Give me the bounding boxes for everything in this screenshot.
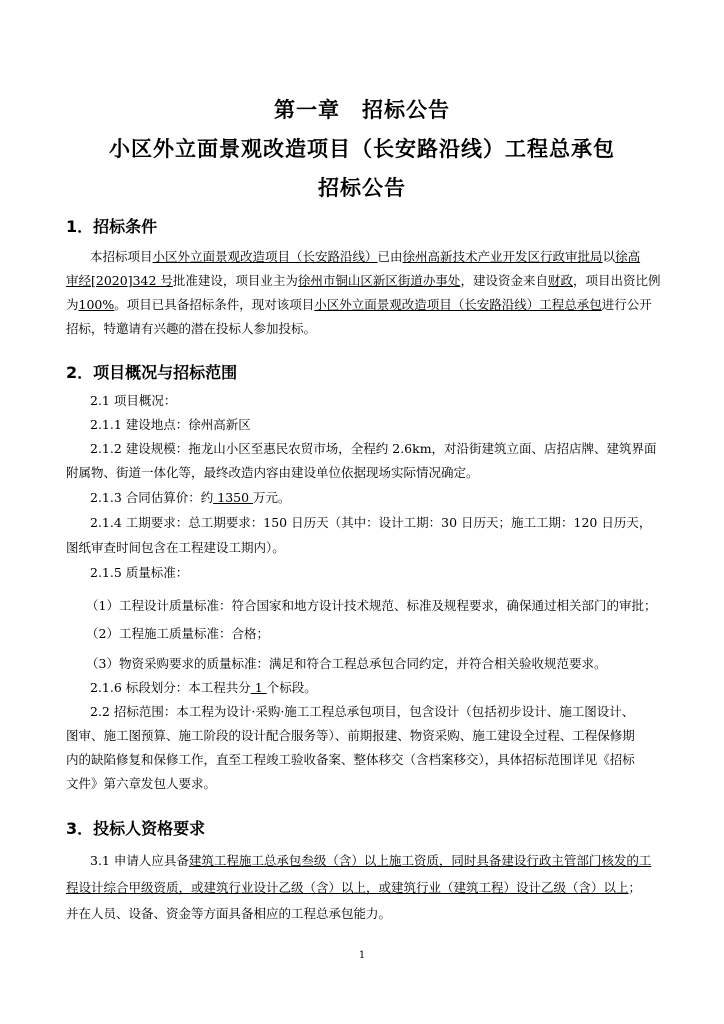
- text: ，项目出资比例: [572, 273, 661, 288]
- quality-item-1: （1）工程设计质量标准：符合国家和地方设计技术规范、标准及规程要求，确保通过相关部门的审批；: [86, 598, 657, 613]
- contract-estimate: 1350: [213, 490, 254, 505]
- paragraph-3-1-line-2: [66, 880, 662, 896]
- section-count: 1: [250, 680, 267, 695]
- section-2-heading: 2．项目概况与招标范围: [66, 363, 238, 382]
- paragraph-2-1-3: [90, 490, 662, 506]
- paragraph-2-1-1: 2.1.1 建设地点：徐州高新区: [90, 417, 251, 432]
- tender-project-name: 小区外立面景观改造项目（长安路沿线）工程总承包: [314, 297, 602, 312]
- section-3-heading: 3．投标人资格要求: [66, 819, 206, 838]
- text: 万元。: [253, 490, 291, 505]
- notice-title: 招标公告: [318, 176, 406, 200]
- paragraph-2-1-5: 2.1.5 质量标准：: [90, 565, 189, 580]
- paragraph-3-1-line-1: [90, 853, 662, 869]
- approval-number-end: 审经[2020]342 号: [66, 273, 173, 288]
- paragraph-2-2-line-3: 内的缺陷修复和保修工作，直至工程竣工验收备案、整体移交（含档案移交），具体招标范围详见《招标: [66, 752, 635, 767]
- project-title: 小区外立面景观改造项目（长安路沿线）工程总承包: [109, 137, 615, 161]
- text: 2.1.6 标段划分：本工程共分: [90, 680, 251, 695]
- paragraph-2-2-line-4: 文件》第六章发包人要求。: [66, 776, 217, 791]
- section-1-line-4: 招标，特邀请有兴趣的潜在投标人参加投标。: [66, 321, 317, 336]
- text: 3.1 申请人应具备: [90, 853, 189, 868]
- project-owner: 徐州市铜山区新区街道办事处: [297, 273, 461, 288]
- project-name: 小区外立面景观改造项目（长安路沿线）: [152, 249, 378, 264]
- paragraph-2-1-4-line-1: 2.1.4 工期要求：总工期要求：150 日历天（其中：设计工期：30 日历天；施工工期：120 日历天，: [90, 515, 652, 530]
- approval-number-start: 徐高: [615, 249, 641, 264]
- text: 进行公开: [601, 297, 652, 312]
- paragraph-2-1-4-line-2: 图纸审查时间包含在工程建设工期内）。: [66, 540, 285, 555]
- section-1-line-2: [66, 273, 662, 289]
- paragraph-2-1-2-line-1: 2.1.2 建设规模：拖龙山小区至惠民农贸市场，全程约 2.6km，对沿街建筑立面、店招店牌、建筑界面: [90, 441, 657, 456]
- funding-ratio: 100%: [78, 297, 115, 312]
- paragraph-2-1-6: [90, 680, 662, 696]
- paragraph-2-1-2-line-2: 附属物、街道一体化等，最终改造内容由建设单位依据现场实际情况确定。: [66, 465, 479, 480]
- text: 批准建设，项目业主为: [172, 273, 298, 288]
- approval-authority: 徐州高新技术产业开发区行政审批局: [402, 249, 603, 264]
- quality-item-2: （2）工程施工质量标准：合格；: [86, 626, 269, 641]
- paragraph-2-1: 2.1 项目概况：: [90, 393, 177, 408]
- text: 个标段。: [266, 680, 317, 695]
- page-number: 1: [358, 950, 366, 961]
- paragraph-2-2-line-2: 图审、施工图预算、施工阶段的设计配合服务等）、前期报建、物资采购、施工建设全过程、工程保修期: [66, 728, 635, 743]
- text: 2.1.3 合同估算价：约: [90, 490, 214, 505]
- text: 。项目已具备招标条件，现对该项目: [114, 297, 315, 312]
- text: 已由: [377, 249, 403, 264]
- qualification-requirement-cont: 程设计综合甲级资质，或建筑行业设计乙级（含）以上，或建筑行业（建筑工程）设计乙级（含）以上: [66, 880, 629, 895]
- section-1-line-1: [90, 249, 662, 265]
- chapter-title: 第一章 招标公告: [274, 98, 450, 122]
- fund-source: 财政: [547, 273, 573, 288]
- quality-item-3: （3）物资采购要求的质量标准：满足和符合工程总承包合同约定，并符合相关验收规范要求。: [86, 656, 607, 671]
- paragraph-2-2-line-1: 2.2 招标范围：本工程为设计·采购·施工工程总承包项目，包含设计（包括初步设计、施工图设计、: [90, 704, 635, 719]
- text: 本招标项目: [90, 249, 153, 264]
- paragraph-3-1-line-3: 并在人员、设备、资金等方面具备相应的工程总承包能力。: [66, 906, 392, 921]
- text: ，建设资金来自: [460, 273, 548, 288]
- text: 以: [602, 249, 616, 264]
- text: ；: [628, 880, 642, 895]
- section-1-line-3: [66, 297, 662, 313]
- section-1-heading: 1．招标条件: [66, 217, 158, 236]
- qualification-requirement: 建筑工程施工总承包叁级（含）以上施工资质，同时具备建设行政主管部门核发的工: [188, 853, 652, 868]
- text: 为: [66, 297, 79, 312]
